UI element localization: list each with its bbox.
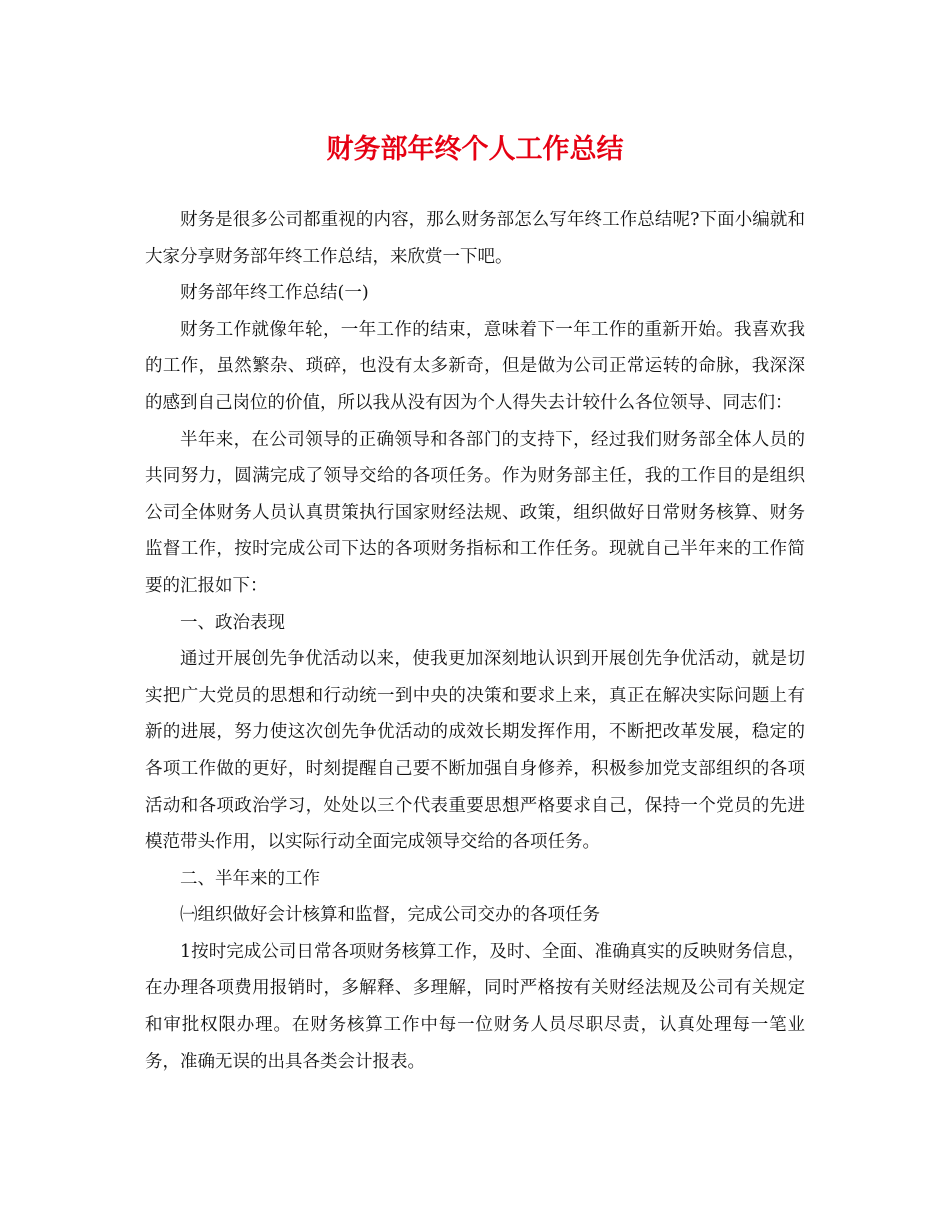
paragraph-intro: 财务是很多公司都重视的内容，那么财务部怎么写年终工作总结呢?下面小编就和大家分享财务部年终工作总结，来欣赏一下吧。 [145,210,805,267]
document-title: 财务部年终个人工作总结 [326,134,624,165]
document-body [145,202,805,1080]
paragraph-body: 半年来，在公司领导的正确领导和各部门的支持下，经过我们财务部全体人员的共同努力，圆满完成了领导交给的各项任务。作为财务部主任，我的工作目的是组织公司全体财务人员认真贯策执行国家财经法规、政策，组织做好日常财务核算、财务监督工作，按时完成公司下达的各项财务指标和工作任务。现就自己半年来的工作简要的汇报如下： [145,429,805,596]
paragraph-heading-work: 二、半年来的工作 [180,868,320,889]
paragraph-body: 财务工作就像年轮，一年工作的结束，意味着下一年工作的重新开始。我喜欢我的工作，虽然繁杂、琐碎，也没有太多新奇，但是做为公司正常运转的命脉，我深深的感到自己岗位的价值，所以我从没有因为个人得失去计较什么各位领导、同志们： [145,319,805,413]
paragraph-body: 通过开展创先争优活动以来，使我更加深刻地认识到开展创先争优活动，就是切实把广大党员的思想和行动统一到中央的决策和要求上来，真正在解决实际问题上有新的进展，努力使这次创先争优活动的成效长期发挥作用，不断把改革发展，稳定的各项工作做的更好，时刻提醒自己要不断加强自身修养，积极参加党支部组织的各项活动和各项政治学习，处处以三个代表重要思想严格要求自己，保持一个党员的先进模范带头作用，以实际行动全面完成领导交给的各项任务。 [145,649,805,853]
paragraph-heading-politics: 一、政治表现 [180,612,285,633]
paragraph-section-heading: 财务部年终工作总结(一) [180,283,369,304]
paragraph-body: 1按时完成公司日常各项财务核算工作，及时、全面、准确真实的反映财务信息，在办理各项费用报销时，多解释、多理解，同时严格按有关财经法规及公司有关规定和审批权限办理。在财务核算工作中每一位财务人员尽职尽责，认真处理每一笔业务，准确无误的出具各类会计报表。 [145,941,805,1072]
paragraph-subheading: ㈠组织做好会计核算和监督，完成公司交办的各项任务 [180,905,600,926]
